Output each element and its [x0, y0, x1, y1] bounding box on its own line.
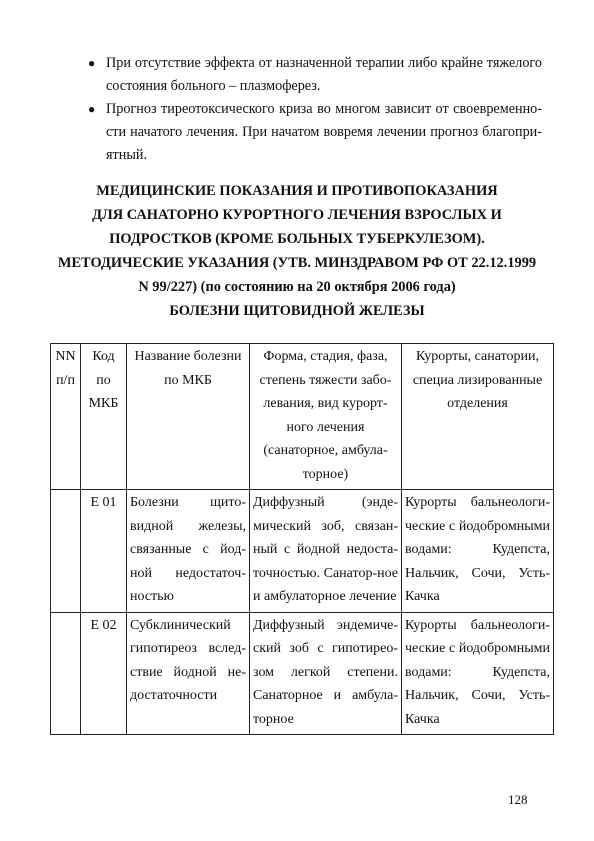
- bullet-list: [82, 52, 542, 167]
- heading-line: МЕТОДИЧЕСКИЕ УКАЗАНИЯ (УТВ. МИНЗДРАВОМ РФ ОТ 22.12.1999: [57, 255, 537, 271]
- bullet-item: [82, 98, 542, 167]
- cell-resorts: Курорты бальнеологи-ческие с йодобромными водами: Кудепста, Нальчик, Сочи, Усть-Качка: [402, 612, 554, 735]
- page-number: 128: [508, 792, 528, 807]
- col-header-resorts: Курорты, санатории, специа лизированные отделения: [402, 344, 554, 490]
- cell-name: Болезни щито-видной железы, связанные с йод-ной недостаточ-ностью: [127, 490, 250, 613]
- heading-line: ДЛЯ САНАТОРНО КУРОРТНОГО ЛЕЧЕНИЯ ВЗРОСЛЫХ И: [92, 207, 502, 223]
- cell-name: Субклинический гипотиреоз вслед-ствие йодной не-достаточности: [127, 612, 250, 735]
- heading-line: МЕДИЦИНСКИЕ ПОКАЗАНИЯ И ПРОТИВОПОКАЗАНИЯ: [96, 183, 498, 199]
- section-heading: [40, 179, 554, 323]
- heading-line: ПОДРОСТКОВ (КРОМЕ БОЛЬНЫХ ТУБЕРКУЛЕЗОМ).: [109, 231, 485, 247]
- table-header-row: [51, 344, 554, 490]
- col-header-form: Форма, стадия, фаза, степень тяжести забо-левания, вид курорт-ного лечения (санаторное, амбула-торное): [250, 344, 402, 490]
- table-row: [51, 490, 554, 613]
- col-header-nn: NN п/п: [51, 344, 81, 490]
- bullet-icon: ●: [88, 102, 96, 116]
- table-row: [51, 612, 554, 735]
- heading-line: БОЛЕЗНИ ЩИТОВИДНОЙ ЖЕЛЕЗЫ: [169, 303, 425, 319]
- cell-code: Е 02: [81, 612, 127, 735]
- cell-nn: [51, 612, 81, 735]
- cell-form: Диффузный (энде-мический зоб, связан-ный с йодной недоста-точностью. Санатор-ное и амбулаторное лечение: [250, 490, 402, 613]
- cell-nn: [51, 490, 81, 613]
- heading-line: N 99/227) (по состоянию на 20 октября 2006 года): [138, 279, 456, 295]
- col-header-code: Код по МКБ: [81, 344, 127, 490]
- cell-form: Диффузный эндемиче-ский зоб с гипотирео-зом легкой степени. Санаторное и амбула-торное: [250, 612, 402, 735]
- indications-table: [50, 343, 554, 735]
- bullet-text: При отсутствие эффекта от назначенной терапии либо крайне тяжелого состояния больного – плазмоферез.: [106, 55, 542, 94]
- bullet-text: Прогноз тиреотоксического криза во многом зависит от своевременно-сти начатого лечения. При начатом вовремя лечении прогноз благопри-ятный.: [106, 101, 542, 163]
- bullet-icon: ●: [88, 56, 96, 70]
- bullet-item: [82, 52, 542, 98]
- col-header-name: Название болезни по МКБ: [127, 344, 250, 490]
- cell-resorts: Курорты бальнеологи-ческие с йодобромными водами: Кудепста, Нальчик, Сочи, Усть-Качка: [402, 490, 554, 613]
- cell-code: Е 01: [81, 490, 127, 613]
